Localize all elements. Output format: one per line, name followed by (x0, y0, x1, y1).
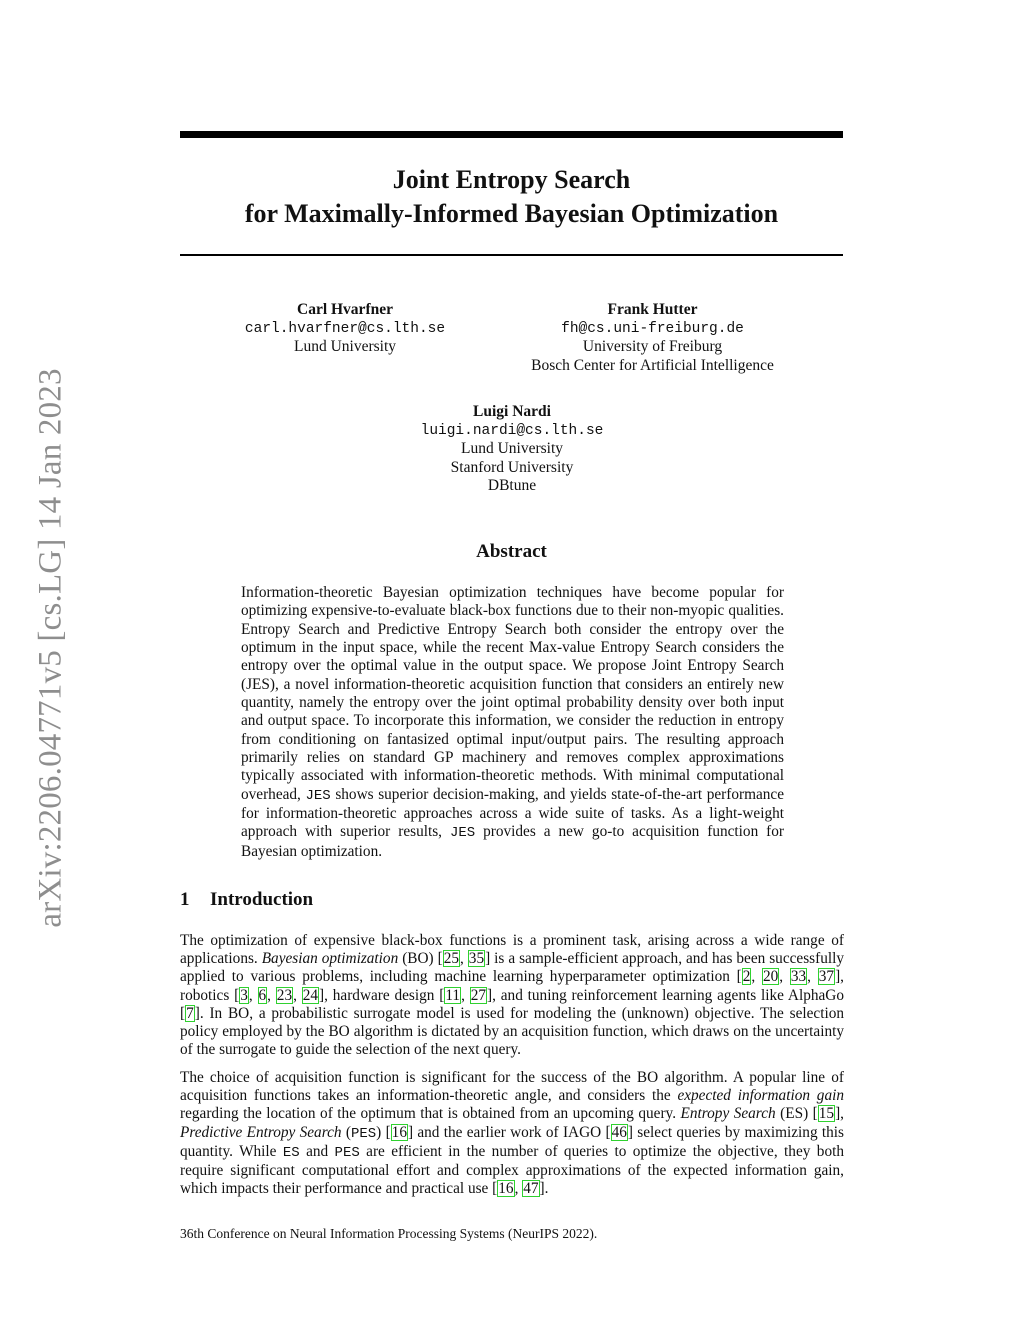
paragraph-text: ], robotics [ (180, 968, 844, 1004)
emphasis-text: Entropy Search (680, 1105, 776, 1123)
abstract-text: Information-theoretic Bayesian optimization techniques have become popular for optimizing expensive-to-evaluate black-box functions due to their non-myopic qualities. Entropy Search and Predictive Entropy Search both consider the entropy over the optimum in the input space, while the recent Max-value Entropy Search considers the entropy over the optimal value in the output space. We propose Joint Entropy Search (JES), a novel information-theoretic acquisition function that considers an entirely new quantity, namely the entropy over the joint optimal probability density over both input and output space. To incorporate this information, we consider the reduction in entropy from conditioning on fantasized optimal input/output pairs. The resulting approach primarily relies on standard GP machinery and removes complex approximations typically associated with information-theoretic methods. With minimal computational overhead, (241, 584, 784, 803)
author-affiliation: Lund University (460, 440, 564, 457)
citation-link[interactable]: 16 (391, 1123, 407, 1141)
paragraph-text: ( (341, 1123, 351, 1141)
acronym-pes: PES (350, 1125, 377, 1142)
citation-link[interactable]: 46 (611, 1123, 627, 1141)
acronym-jes: JES (305, 787, 331, 804)
paragraph-text: ], and tuning reinforcement learning agents like AlphaGo [ (180, 986, 844, 1022)
paragraph-text: The choice of acquisition function is significant for the success of the BO algorithm. A popular line of acquisition functions takes an information-theoretic angle, and considers the (180, 1069, 844, 1105)
citation-link[interactable]: 24 (302, 986, 319, 1004)
emphasis-text: expected information gain (677, 1087, 844, 1105)
paragraph-text: regarding the location of the optimum that is obtained from an upcoming query. (180, 1105, 681, 1123)
citation-link[interactable]: 25 (443, 950, 459, 968)
paragraph-text: (ES) [ (775, 1105, 818, 1123)
citation-link[interactable]: 20 (762, 968, 779, 986)
abstract-body (241, 584, 784, 861)
paragraph-text: ] is a sample-efficient approach, and has been successfully applied to various problems, including machine learning hyperparameter optimization [ (180, 950, 844, 986)
intro-paragraph-2: The choice of acquisition function is significant for the success of the BO algorithm. A popular line of acquisition functions takes an information-theoretic angle, and considers the expected information gain regarding the location of the optimum that is obtained from an upcoming query. Entropy Search (ES) [15], Predictive Entropy Search (PES) [16] and the earlier work of IAGO [46] select queries by maximizing this quantity. While ES and PES are efficient in the number of queries to optimize the objective, they both require significant computational effort and complex approximations of the expected information gain, which impacts their performance and practical use [16, 47]. (180, 1069, 845, 1198)
emphasis-text: Predictive Entropy Search (180, 1123, 342, 1141)
paragraph-text: ], hardware design [ (319, 986, 445, 1004)
arxiv-identifier-stamp: arXiv:2206.04771v5 [cs.LG] 14 Jan 2023 (32, 368, 69, 928)
author-block-nardi (362, 403, 662, 496)
paragraph-text: ]. (539, 1180, 549, 1198)
abstract-text: shows superior decision-making, and yields state-of-the-art performance for information-theoretic approaches across a wide suite of tasks. As a light-weight approach with superior results, (241, 785, 784, 841)
author-name: Frank Hutter (607, 301, 698, 318)
citation-link[interactable]: 6 (258, 986, 267, 1004)
author-block-hvarfner (220, 301, 470, 357)
author-email[interactable]: fh@cs.uni-freiburg.de (561, 320, 744, 337)
author-block-hutter (500, 301, 805, 375)
paragraph-text: The optimization of expensive black-box functions is a prominent task, arising across a wide range of applications. (180, 932, 844, 968)
paragraph-text: ]. In BO, a probabilistic surrogate model is used for modeling the (unknown) objective. The selection policy employed by the BO algorithm is dictated by an acquisition function, which draws on the uncertainty of the surrogate to guide the selection of the next query. (180, 1004, 844, 1059)
conference-footnote: 36th Conference on Neural Information Processing Systems (NeurIPS 2022). (180, 1226, 598, 1241)
paragraph-text: and (299, 1142, 335, 1160)
citation-link[interactable]: 47 (523, 1180, 539, 1198)
citation-link[interactable]: 33 (790, 968, 807, 986)
citation-link[interactable]: 27 (470, 986, 487, 1004)
citation-link[interactable]: 16 (498, 1180, 514, 1198)
section-number: 1 (180, 889, 190, 910)
paragraph-text: ] select queries by maximizing this quantity. While (180, 1123, 845, 1160)
paragraph-text: are efficient in the number of queries to optimize the objective, they both require significant computational effort and complex approximations of the expected information gain, which impacts their performance and practical use [ (180, 1142, 844, 1198)
abstract-text: provides a new go-to acquisition function for Bayesian optimization. (241, 823, 785, 860)
citation-link[interactable]: 7 (186, 1004, 194, 1022)
citation-link[interactable]: 11 (445, 986, 461, 1004)
citation-link[interactable]: 23 (276, 986, 293, 1004)
paragraph-text: (BO) [ (398, 950, 443, 968)
title-top-rule (180, 131, 843, 138)
author-affiliation: Bosch Center for Artificial Intelligence (531, 356, 774, 374)
acronym-pes: PES (334, 1144, 360, 1161)
acronym-jes: JES (449, 825, 476, 842)
citation-link[interactable]: 35 (468, 950, 485, 968)
paragraph-text: ], (835, 1105, 844, 1123)
author-email[interactable]: luigi.nardi@cs.lth.se (420, 422, 604, 439)
title-bottom-rule (180, 254, 843, 256)
acronym-es: ES (282, 1144, 300, 1161)
paper-title (180, 163, 843, 231)
author-name: Carl Hvarfner (297, 301, 393, 318)
author-name: Luigi Nardi (473, 403, 551, 420)
citation-link[interactable]: 37 (818, 968, 835, 986)
section-title: Introduction (210, 889, 314, 910)
paragraph-text: ] and the earlier work of IAGO [ (407, 1123, 611, 1141)
author-email[interactable]: carl.hvarfner@cs.lth.se (244, 320, 446, 337)
author-affiliation: Lund University (293, 338, 397, 355)
emphasis-text: Bayesian optimization (261, 950, 399, 968)
citation-link[interactable]: 2 (742, 968, 751, 986)
citation-link[interactable]: 15 (818, 1105, 835, 1123)
section-heading-introduction (180, 889, 313, 911)
citation-link[interactable]: 3 (240, 986, 248, 1004)
author-affiliation: Stanford University (450, 458, 574, 476)
title-line-2: for Maximally-Informed Bayesian Optimization (244, 199, 779, 228)
paragraph-text: ) [ (376, 1123, 391, 1141)
abstract-heading: Abstract (476, 541, 547, 562)
author-affiliation: University of Freiburg (582, 338, 723, 355)
title-line-1: Joint Entropy Search (392, 165, 631, 194)
author-affiliation: DBtune (487, 477, 537, 494)
intro-paragraph-1: The optimization of expensive black-box functions is a prominent task, arising across a wide range of applications. Bayesian optimization (BO) [25, 35] is a sample-efficient approach, and has been successfully applied to various problems, including machine learning hyperparameter optimization [2, 20, 33, 37], robotics [3, 6, 23, 24], hardware design [11, 27], and tuning reinforcement learning agents like AlphaGo [7]. In BO, a probabilistic surrogate model is used for modeling the (unknown) objective. The selection policy employed by the BO algorithm is dictated by an acquisition function, which draws on the uncertainty of the surrogate to guide the selection of the next query. (180, 932, 844, 1059)
